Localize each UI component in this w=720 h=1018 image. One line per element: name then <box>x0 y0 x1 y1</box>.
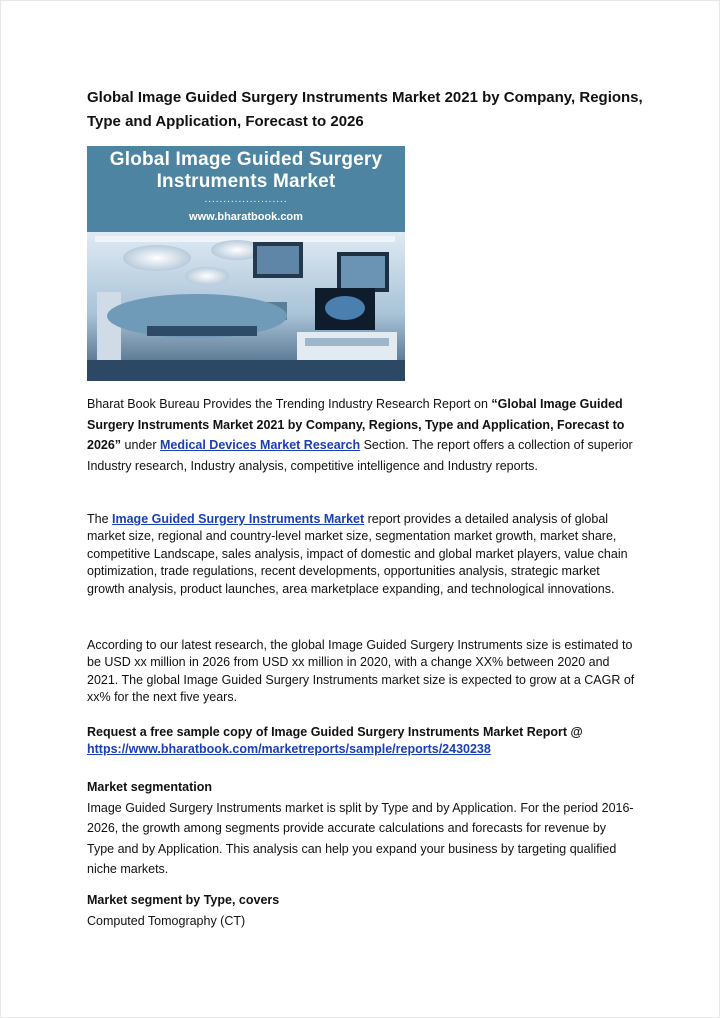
under-text: under <box>121 438 160 452</box>
banner-title-line1: Global Image Guided Surgery <box>109 149 383 170</box>
banner-header <box>87 146 405 232</box>
report-title: “Global Image Guided Surgery Instruments Market 2021 by Company, Regions, Type and Application, Forecast to 2026” <box>87 397 625 452</box>
research-paragraph: According to our latest research, the global Image Guided Surgery Instruments size is estimated to be USD xx million in 2026 from USD xx million in 2020, with a change XX% between 2020 and 2021. The global Image Guided Surgery Instruments market size is expected to grow at a CAGR of xx% for the next five years. <box>87 638 635 705</box>
overview-rest: report provides a detailed analysis of global market size, regional and country-level market size, segmentation market growth, market share, competitive Landscape, sales analysis, impact of domestic and global market players, value chain optimization, trade regulations, recent developments, opportunities analysis, strategic market growth analysis, product launches, area marketplace expanding, and technological innovations. <box>87 512 628 596</box>
banner-title-line2: Instruments Market <box>156 171 336 192</box>
sample-request-text: Request a free sample copy of Image Guided Surgery Instruments Market Report @ <box>87 725 583 739</box>
banner-url: www.bharatbook.com <box>189 211 303 223</box>
operating-room-photo <box>87 232 405 381</box>
segmentation-paragraph <box>87 777 635 880</box>
page-title: Global Image Guided Surgery Instruments Market 2021 by Company, Regions, Type and Application, Forecast to 2026 <box>87 89 643 130</box>
sample-request-paragraph <box>87 724 635 759</box>
the-text: The <box>87 512 113 526</box>
banner-dots: ...................... <box>204 194 288 205</box>
sample-report-link[interactable]: https://www.bharatbook.com/marketreports/sample/reports/2430238 <box>87 742 491 757</box>
medical-devices-link[interactable]: Medical Devices Market Research <box>159 438 361 452</box>
market-link[interactable]: Image Guided Surgery Instruments Market <box>112 512 365 526</box>
overview-paragraph <box>87 511 635 598</box>
segment-type-section <box>87 890 635 931</box>
segmentation-heading: Market segmentation <box>87 780 213 794</box>
intro-rest: Section. The report offers a collection of superior Industry research, Industry analysis, competitive intelligence and Industry reports. <box>87 438 633 473</box>
segmentation-text: Image Guided Surgery Instruments market is split by Type and by Application. For the period 2016-2026, the growth among segments provide accurate calculations and forecasts for revenue by Type and by Application. This analysis can help you expand your business by targeting qualified niche markets. <box>87 800 634 876</box>
segment-item: Computed Tomography (CT) <box>87 913 246 928</box>
segment-type-heading: Market segment by Type, covers <box>87 893 280 907</box>
banner-image <box>87 146 405 381</box>
intro-text: Bharat Book Bureau Provides the Trending Industry Research Report on <box>87 397 492 411</box>
intro-paragraph <box>87 394 635 476</box>
